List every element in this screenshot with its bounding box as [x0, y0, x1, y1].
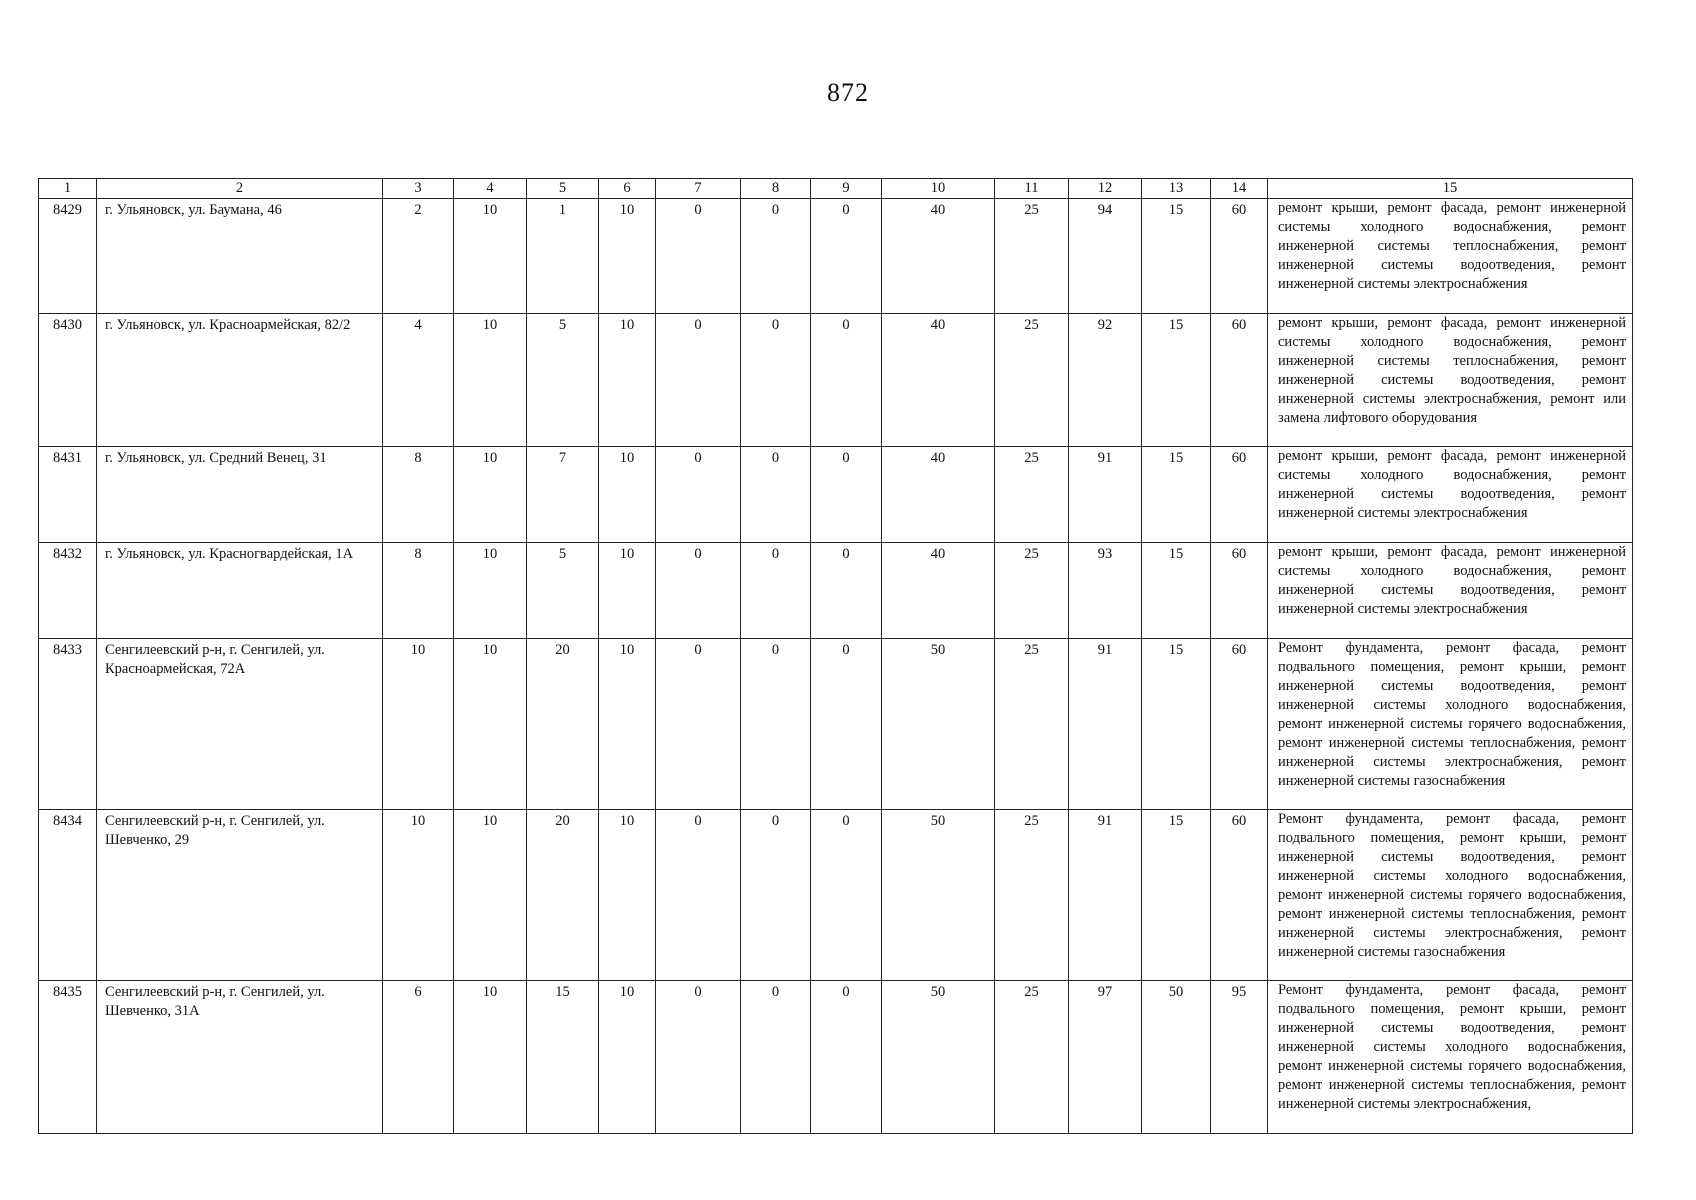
table-cell: 25 [995, 199, 1069, 314]
address-cell: г. Ульяновск, ул. Красноармейская, 82/2 [97, 314, 383, 447]
table-cell: 60 [1211, 543, 1268, 639]
address-cell: Сенгилеевский р-н, г. Сенгилей, ул. Шевченко, 29 [97, 810, 383, 981]
table-cell: 15 [1142, 639, 1211, 810]
table-cell: 8 [383, 447, 454, 543]
table-cell: 50 [1142, 981, 1211, 1134]
table-cell: 40 [882, 543, 995, 639]
table-cell: 10 [599, 543, 656, 639]
table-cell: 7 [527, 447, 599, 543]
column-header: 9 [811, 179, 882, 199]
table-cell: 0 [741, 199, 811, 314]
table-cell: 25 [995, 314, 1069, 447]
table-cell: 0 [656, 810, 741, 981]
table-cell: 0 [741, 810, 811, 981]
table-cell: 10 [599, 447, 656, 543]
header-row [39, 179, 1633, 199]
table-cell: 8 [383, 543, 454, 639]
works-cell: Ремонт фундамента, ремонт фасада, ремонт подвального помещения, ремонт крыши, ремонт инженерной системы водоотведения, ремонт инженерной системы холодного водоснабжения, ремонт инженерной системы горячего водоснабжения, ремонт инженерной системы теплоснабжения, ремонт инженерной системы электроснабжения, ремонт инженерной системы газоснабжения [1268, 810, 1633, 981]
data-table-container [38, 178, 1632, 1134]
table-cell: 91 [1069, 810, 1142, 981]
table-cell: 40 [882, 447, 995, 543]
table-cell: 40 [882, 314, 995, 447]
column-header: 3 [383, 179, 454, 199]
table-cell: 0 [811, 639, 882, 810]
table-cell: 0 [811, 314, 882, 447]
column-header: 6 [599, 179, 656, 199]
table-cell: 15 [527, 981, 599, 1134]
table-cell: 60 [1211, 639, 1268, 810]
address-cell: г. Ульяновск, ул. Красногвардейская, 1А [97, 543, 383, 639]
table-cell: 1 [527, 199, 599, 314]
table-cell: 0 [741, 447, 811, 543]
table-cell: 0 [656, 314, 741, 447]
table-cell: 60 [1211, 810, 1268, 981]
address-cell: Сенгилеевский р-н, г. Сенгилей, ул. Красноармейская, 72А [97, 639, 383, 810]
table-cell: 6 [383, 981, 454, 1134]
table-row [39, 810, 1633, 981]
column-header: 1 [39, 179, 97, 199]
table-cell: 5 [527, 543, 599, 639]
table-cell: 10 [454, 447, 527, 543]
table-cell: 10 [599, 199, 656, 314]
column-header: 13 [1142, 179, 1211, 199]
table-cell: 15 [1142, 810, 1211, 981]
table-cell: 0 [811, 543, 882, 639]
works-cell: Ремонт фундамента, ремонт фасада, ремонт подвального помещения, ремонт крыши, ремонт инженерной системы водоотведения, ремонт инженерной системы холодного водоснабжения, ремонт инженерной системы горячего водоснабжения, ремонт инженерной системы теплоснабжения, ремонт инженерной системы электроснабжения, ремонт инженерной системы газоснабжения [1268, 639, 1633, 810]
table-cell: 93 [1069, 543, 1142, 639]
table-cell: 15 [1142, 314, 1211, 447]
table-cell: 25 [995, 447, 1069, 543]
table-cell: 10 [383, 639, 454, 810]
table-cell: 0 [656, 981, 741, 1134]
table-cell: 50 [882, 639, 995, 810]
table-cell: 91 [1069, 447, 1142, 543]
table-cell: 50 [882, 981, 995, 1134]
table-cell: 91 [1069, 639, 1142, 810]
address-cell: Сенгилеевский р-н, г. Сенгилей, ул. Шевченко, 31А [97, 981, 383, 1134]
table-cell: 50 [882, 810, 995, 981]
column-header: 12 [1069, 179, 1142, 199]
table-cell: 4 [383, 314, 454, 447]
table-cell: 10 [454, 199, 527, 314]
column-header: 2 [97, 179, 383, 199]
table-cell: 10 [454, 543, 527, 639]
table-cell: 0 [811, 447, 882, 543]
table-cell: 25 [995, 639, 1069, 810]
table-cell: 10 [454, 314, 527, 447]
table-row [39, 543, 1633, 639]
table-cell: 10 [454, 810, 527, 981]
table-cell: 25 [995, 810, 1069, 981]
table-cell: 10 [599, 810, 656, 981]
row-id: 8429 [39, 199, 97, 314]
table-cell: 92 [1069, 314, 1142, 447]
works-cell: ремонт крыши, ремонт фасада, ремонт инженерной системы холодного водоснабжения, ремонт инженерной системы теплоснабжения, ремонт инженерной системы водоотведения, ремонт инженерной системы электроснабжения [1268, 199, 1633, 314]
table-cell: 60 [1211, 314, 1268, 447]
column-header: 7 [656, 179, 741, 199]
column-header: 15 [1268, 179, 1633, 199]
column-header: 8 [741, 179, 811, 199]
table-cell: 5 [527, 314, 599, 447]
column-header: 14 [1211, 179, 1268, 199]
table-row [39, 314, 1633, 447]
table-cell: 60 [1211, 447, 1268, 543]
table-row [39, 981, 1633, 1134]
table-cell: 0 [741, 314, 811, 447]
table-cell: 0 [811, 810, 882, 981]
table-cell: 0 [656, 199, 741, 314]
table-cell: 10 [383, 810, 454, 981]
table-cell: 25 [995, 543, 1069, 639]
row-id: 8433 [39, 639, 97, 810]
table-cell: 0 [656, 447, 741, 543]
column-header: 5 [527, 179, 599, 199]
table-cell: 60 [1211, 199, 1268, 314]
row-id: 8434 [39, 810, 97, 981]
table-cell: 15 [1142, 199, 1211, 314]
table-cell: 10 [454, 639, 527, 810]
table-cell: 94 [1069, 199, 1142, 314]
works-cell: ремонт крыши, ремонт фасада, ремонт инженерной системы холодного водоснабжения, ремонт инженерной системы водоотведения, ремонт инженерной системы электроснабжения [1268, 543, 1633, 639]
table-cell: 40 [882, 199, 995, 314]
table-row [39, 199, 1633, 314]
table-cell: 0 [656, 639, 741, 810]
table-cell: 10 [599, 314, 656, 447]
table-cell: 10 [599, 639, 656, 810]
address-cell: г. Ульяновск, ул. Баумана, 46 [97, 199, 383, 314]
column-header: 11 [995, 179, 1069, 199]
table-cell: 2 [383, 199, 454, 314]
table-cell: 0 [741, 981, 811, 1134]
address-cell: г. Ульяновск, ул. Средний Венец, 31 [97, 447, 383, 543]
table-row [39, 447, 1633, 543]
table-cell: 0 [811, 981, 882, 1134]
table-cell: 0 [656, 543, 741, 639]
table-cell: 10 [454, 981, 527, 1134]
row-id: 8432 [39, 543, 97, 639]
table-cell: 0 [741, 543, 811, 639]
table-cell: 15 [1142, 447, 1211, 543]
table-cell: 15 [1142, 543, 1211, 639]
page-number: 872 [827, 78, 869, 107]
column-header: 4 [454, 179, 527, 199]
table-cell: 97 [1069, 981, 1142, 1134]
row-id: 8431 [39, 447, 97, 543]
table-cell: 0 [741, 639, 811, 810]
row-id: 8430 [39, 314, 97, 447]
column-header: 10 [882, 179, 995, 199]
table-cell: 20 [527, 639, 599, 810]
table-cell: 20 [527, 810, 599, 981]
works-cell: Ремонт фундамента, ремонт фасада, ремонт подвального помещения, ремонт крыши, ремонт инженерной системы водоотведения, ремонт инженерной системы холодного водоснабжения, ремонт инженерной системы горячего водоснабжения, ремонт инженерной системы теплоснабжения, ремонт инженерной системы электроснабжения, [1268, 981, 1633, 1134]
table-row [39, 639, 1633, 810]
data-table [38, 178, 1633, 1134]
table-cell: 10 [599, 981, 656, 1134]
works-cell: ремонт крыши, ремонт фасада, ремонт инженерной системы холодного водоснабжения, ремонт инженерной системы теплоснабжения, ремонт инженерной системы водоотведения, ремонт инженерной системы электроснабжения, ремонт или замена лифтового оборудования [1268, 314, 1633, 447]
row-id: 8435 [39, 981, 97, 1134]
works-cell: ремонт крыши, ремонт фасада, ремонт инженерной системы холодного водоснабжения, ремонт инженерной системы водоотведения, ремонт инженерной системы электроснабжения [1268, 447, 1633, 543]
table-cell: 0 [811, 199, 882, 314]
table-cell: 25 [995, 981, 1069, 1134]
table-cell: 95 [1211, 981, 1268, 1134]
